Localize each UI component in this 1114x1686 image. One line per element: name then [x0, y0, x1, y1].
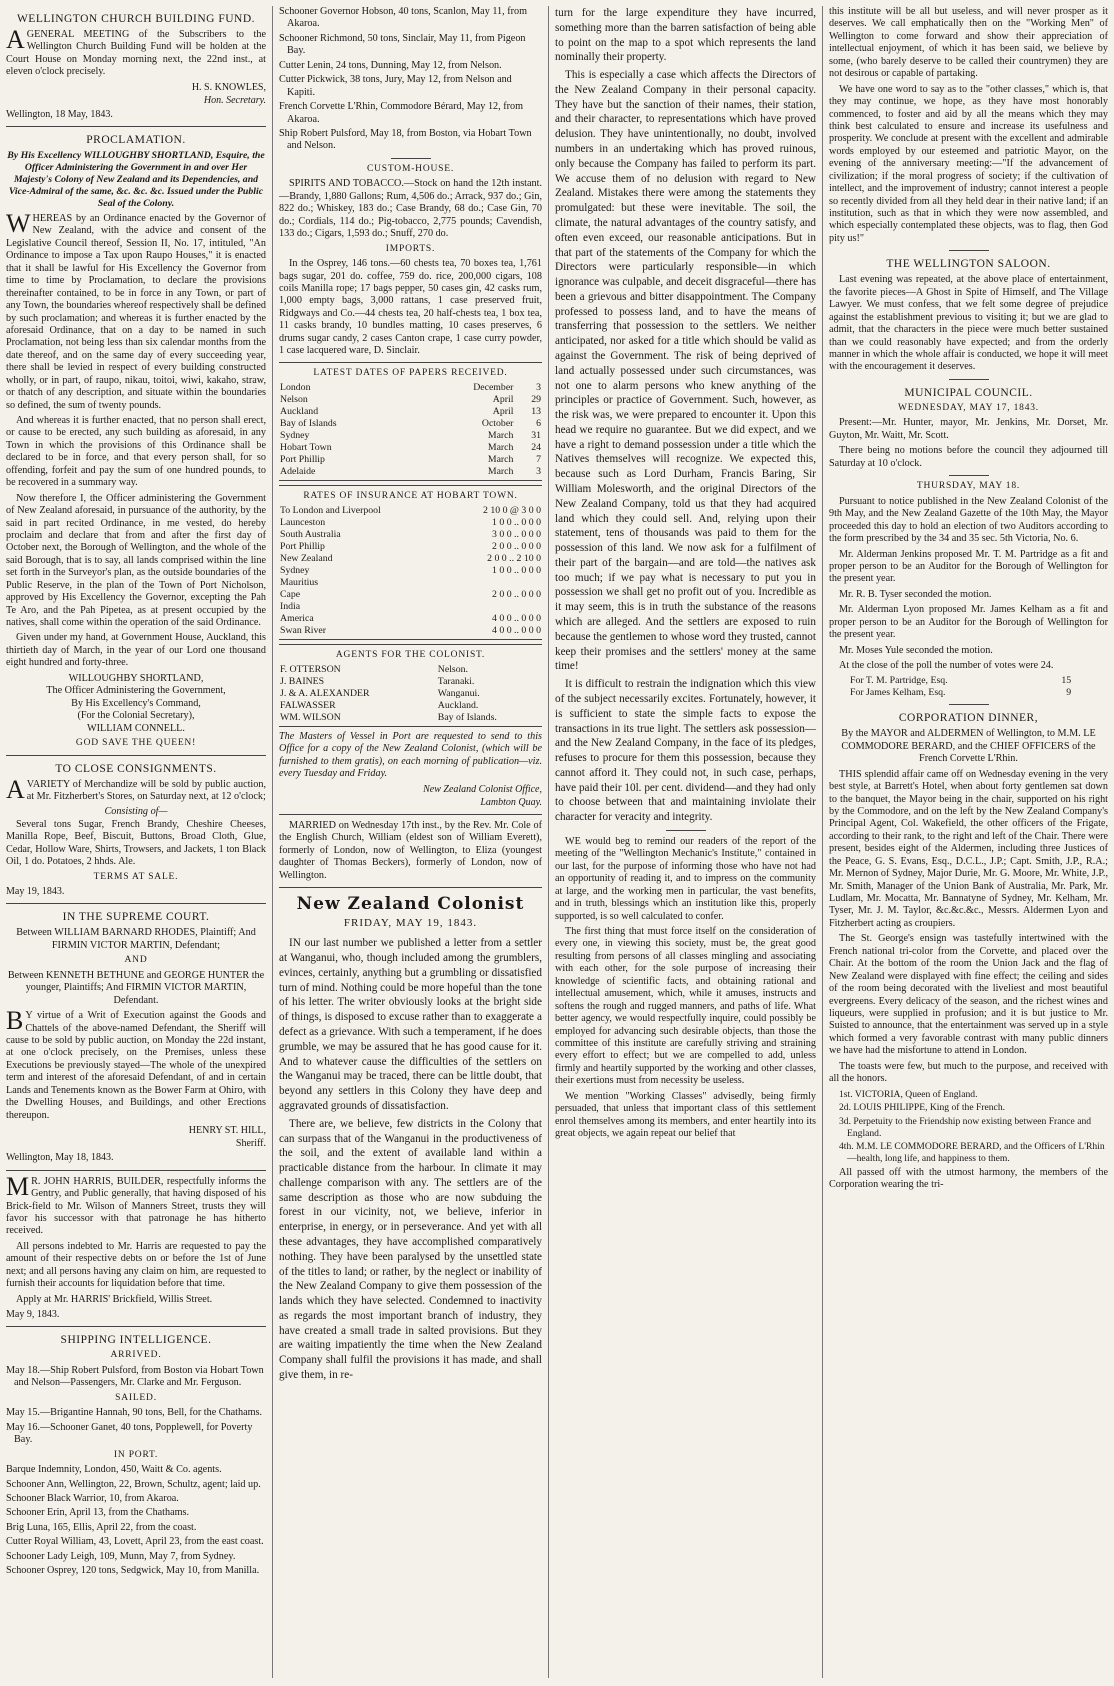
consignments-heading: TO CLOSE CONSIGNMENTS.	[55, 762, 217, 775]
divider	[666, 830, 706, 831]
agent-place-cell: Auckland.	[437, 700, 479, 712]
place-cell: Bay of Islands	[280, 418, 337, 430]
married-notice: MARRIED on Wednesday 17th inst., by the Rev. Mr. Cole of the English Church, William (eldest son of William Everett), formerly of London, now of Wellington, to Eliza (youngest daughter of Thomas Beckers), formerly of London, now of Wellington.	[279, 820, 542, 881]
shipping-entry: Cutter Lenin, 24 tons, Dunning, May 12, from Nelson.	[279, 59, 502, 71]
agents-heading: AGENTS FOR THE COLONIST.	[335, 649, 486, 660]
agent-name-cell: F. OTTERSON	[280, 664, 341, 676]
place-cell: Hobart Town	[280, 441, 332, 453]
rate-cell: 4 0 0 .. 0 0 0	[492, 624, 541, 636]
shipping-entry: Cutter Royal William, 43, Lovett, April 23, from the east coast.	[6, 1536, 264, 1548]
supreme-court-and: AND	[124, 955, 148, 966]
table-row	[279, 589, 542, 601]
dinner-heading: CORPORATION DINNER,	[898, 712, 1039, 725]
place-cell: London	[280, 382, 311, 394]
church-fund-text: AGENERAL MEETING of the Subscribers to the Wellington Church Building Fund will be holden at the Court House on Monday morning next, the 22nd inst., at eleven o'clock precisely.	[6, 25, 266, 78]
day-cell: 3	[536, 465, 541, 477]
month-cell: April	[492, 406, 514, 418]
table-row	[279, 688, 542, 700]
masters-notice: The Masters of Vessel in Port are requested to send to this Office for a copy of the New Zealand Colonist, (which will be furnished to them gratis), on each morning of publication—viz. every Tuesday and Friday.	[279, 730, 542, 780]
day-cell: 24	[531, 441, 541, 453]
latest-dates-box	[279, 362, 542, 481]
table-row	[279, 382, 542, 394]
municipal-text: Mr. R. B. Tyser seconded the motion.	[839, 588, 992, 600]
rate-cell: 1 0 0 .. 0 0 0	[492, 517, 541, 529]
church-fund-date: Wellington, 18 May, 1843.	[6, 109, 113, 121]
agent-place-cell: Nelson.	[437, 664, 468, 676]
place-cell: Auckland	[280, 406, 319, 418]
proclamation-signature: (For the Colonial Secretary),	[77, 710, 195, 722]
table-row	[279, 394, 542, 406]
column-2	[272, 6, 548, 1678]
divider	[279, 887, 542, 888]
destination-cell: Cape	[280, 588, 301, 600]
agent-place-cell: Taranaki.	[437, 676, 475, 688]
shipping-heading: SHIPPING INTELLIGENCE.	[60, 1334, 212, 1347]
mechanics-paragraph: We have one word to say as to the "other classes," which is, that they may continue, we hope, as they have most honorably commenced, to foster and aid by all the means which they may think best calculated to ensure and increase its usefulness and prosperity. We conclude at present with the excellent and admirable words employed by our esteemed and patriotic Mayor, on the evening of the anniversary meeting:—"If the advancement of civilization; if the moral progress of society; if the cultivation of intellect, and the improvement of industry; cannot interest a people so recently divided from all they held dear in their native land; if an institution, such as that in which they were now assembled, and which especially contemplated these objects, was to flag, then God pity us!"	[829, 83, 1108, 244]
municipal-text: Pursuant to notice published in the New Zealand Colonist of the 9th May, and the New Zealand Gazette of the 10th May, the Mayor proceeded this day to hold an election of two Auditors according to the form prescribed by the 34 and 35 sec. 5th Victoria, No. 6.	[829, 495, 1108, 545]
shipping-entry: Schooner Lady Leigh, 109, Munn, May 7, from Sydney.	[6, 1550, 236, 1562]
notice-signature: New Zealand Colonist Office,	[423, 783, 542, 795]
municipal-text: Mr. Alderman Lyon proposed Mr. James Kelham as a fit and proper person to be an Auditor for the Borough of Wellington for the present year.	[829, 604, 1108, 641]
shipping-entry: Schooner Erin, April 13, from the Chathams.	[6, 1507, 190, 1519]
place-cell: Adelaide	[280, 465, 316, 477]
supreme-court-date: Wellington, May 18, 1843.	[6, 1152, 114, 1164]
destination-cell: Mauritius	[280, 576, 319, 588]
month-cell: March	[487, 429, 514, 441]
proclamation-paragraph: And whereas it is further enacted, that no person shall erect, or cause to be erected, any such building as aforesaid, in any Town in which the provisions of this Ordinance shall be declared to be in force, and that every person shall, for so offending, forfeit and pay the sum of one hundred pounds, to be recovered in a summary way.	[6, 415, 266, 489]
church-fund-signature: H. S. KNOWLES,	[191, 81, 266, 93]
month-cell: April	[492, 394, 514, 406]
table-row	[279, 625, 542, 637]
rate-cell	[445, 601, 542, 613]
mechanics-paragraph: The first thing that must force itself on the consideration of every one, in viewing this society, must be, the great good resulting from persons of all classes mingling and associating with each other, for the sole purpose of increasing their knowledge of scientific facts, and obtaining rational and intellectual amusement, which, while it amuses, instructs and softens the rough and rugged manners, and paths of life. What better agency, we would respectfully inquire, could possibly be employed for advancing such desirable objects, than those the committee of this institute are carefully striving and straining every effort to effect; but we are compelled to add, unless firmly and heartily supported by the working and other classes, their exertions must from necessity be useless.	[555, 926, 816, 1087]
day-cell: 29	[531, 394, 541, 406]
place-cell: Port Phillip	[280, 453, 325, 465]
shipping-entry: French Corvette L'Rhin, Commodore Bérard, May 12, from Akaroa.	[279, 101, 524, 125]
editorial-paragraph: IN our last number we published a letter from a settler at Wanganui, who, though included among the grumblers, evinces, certainly, anything but a grumbling or dissatisfied turn of mind. Nothing could be more hopeful than the tone of his letter. The writer obviously looks at the bright side of things, is disposed to excuse rather than to exaggerate a defect as a grievance. With such a temperament, if he does grumble, we may be assured that he has good cause for it. And to whatever cause the difficulties of the settlers on the Wanganui may be traced, there can be little doubt, that beyond any settlers in this Colony they have deep and aggravated grounds of dissatisfaction.	[279, 937, 542, 1112]
harris-date: May 9, 1843.	[6, 1309, 60, 1321]
votes-table	[849, 675, 1072, 699]
column-4	[822, 6, 1114, 1678]
mechanics-paragraph: WE would beg to remind our readers of the report of the meeting of the "Wellington Mechanic's Institute," contained in our last, for the purpose of informing those who have not had an opportunity of reading it, and to impress on the community at large, and the working men in particular, the vast benefits, and in truth, blessings which an institution like this, properly supported, is so well calculated to confer.	[555, 835, 816, 922]
harris-text: Apply at Mr. HARRIS' Brickfield, Willis Street.	[16, 1293, 213, 1305]
imports-heading: IMPORTS.	[385, 243, 436, 254]
day-cell: 3	[536, 382, 541, 394]
shipping-entry: Schooner Black Warrior, 10, from Akaroa.	[6, 1493, 179, 1505]
rate-cell	[445, 577, 542, 589]
agent-name-cell: J. BAINES	[280, 676, 325, 688]
divider	[279, 814, 542, 815]
table-row	[279, 406, 542, 418]
notice-signature: Lambton Quay.	[480, 796, 542, 808]
toast-item: 2d. LOUIS PHILIPPE, King of the French.	[839, 1102, 1006, 1114]
table-row	[279, 676, 542, 688]
shipping-arrived: ARRIVED.	[110, 1350, 162, 1361]
consignments-items: Several tons Sugar, French Brandy, Cheshire Cheeses, Manilla Rope, Beef, Biscuit, Buttons, Broad Cloth, Glue, Cedar, Hollow Ware, Shirts, Trowsers, and Jackets, 1 ton Black Oil, 1 do. Potatoes, 2 hhds. Ale.	[6, 818, 266, 868]
saloon-text: Last evening was repeated, at the above place of entertainment, the favorite pieces—A Ghost in Spite of Himself, and The Village Lawyer. We must confess, that we felt some degree of prejudice against the establishment previous to visiting it; but we are glad to admit, that the characters in the piece were much better sustained than we could reasonably have expected; and from the orderly manner in which the whole affair is conducted, we hope it will meet with the encouragement it deserves.	[829, 274, 1108, 373]
shipping-entry: Ship Robert Pulsford, May 18, from Boston, via Hobart Town and Nelson.	[279, 127, 532, 152]
shipping-entry: Cutter Pickwick, 38 tons, Jury, May 12, from Nelson and Kapiti.	[279, 74, 512, 98]
mechanics-paragraph: this institute will be all but useless, and will never prosper as it deserves. We call emphatically then on the "Working Men" of Wellington to come forward and show their appreciation of intellectual enjoyment, of which it has been said, we believe by some, (who barely deserve to be called their countrymen) they are not desirous or capable of partaking.	[829, 6, 1108, 80]
latest-dates-heading: LATEST DATES OF PAPERS RECEIVED.	[313, 367, 508, 378]
editorial-paragraph: turn for the large expenditure they have incurred, something more than the barren satisfaction of being able to point on the map to a spot which represents the land nominally their property.	[555, 7, 816, 64]
supreme-court-heading: IN THE SUPREME COURT.	[62, 911, 210, 924]
table-row	[279, 565, 542, 577]
saloon-heading: THE WELLINGTON SALOON.	[886, 258, 1051, 271]
divider	[949, 379, 989, 380]
proclamation-heading: PROCLAMATION.	[86, 134, 186, 147]
municipal-text: Mr. Moses Yule seconded the motion.	[839, 644, 993, 656]
agents-box	[279, 644, 542, 727]
table-row	[279, 712, 542, 724]
shipping-entry: Schooner Governor Hobson, 40 tons, Scanlon, May 11, from Akaroa.	[279, 6, 528, 30]
sheriff-title: Sheriff.	[235, 1138, 266, 1150]
rate-cell: 1 0 0 .. 0 0 0	[492, 565, 541, 576]
dinner-text: All passed off with the utmost harmony, the members of the Corporation wearing the tri-	[829, 1166, 1108, 1191]
table-row	[279, 529, 542, 541]
destination-cell: Port Phillip	[280, 541, 325, 553]
proclamation-signature: By His Excellency's Command,	[71, 697, 201, 709]
column-3	[548, 6, 822, 1678]
agent-name-cell: FALWASSER	[280, 700, 336, 712]
imports-text: In the Osprey, 146 tons.—60 chests tea, 70 boxes tea, 1,761 bags sugar, 201 do. coffee, 759 do. rice, 200,000 cigars, 108 coils Manilla rope; 17 bags pepper, 50 cases gin, 42 casks rum, 1,000 empty bags, 3,000 rattans, 1 case preserved fruit, Ridgways and Co.—44 chests tea, 20 half-chests tea, 1 box tea, 11 casks brandy, 10 bundles matting, 10 cases preserves, 6 drums sugar candy, 2 cases Canton crape, 1 case curry powder, 1 case lacquered ware, D. Sinclair.	[279, 258, 542, 357]
agents-table	[279, 664, 542, 724]
divider	[6, 903, 266, 904]
day-cell: 7	[536, 453, 541, 465]
toasts-list	[839, 1089, 1108, 1165]
destination-cell: Launceston	[280, 517, 326, 529]
shipping-entry: Barque Indemnity, London, 450, Waitt & Co. agents.	[6, 1464, 222, 1476]
consignments-terms: TERMS AT SALE.	[93, 871, 179, 882]
proclamation-paragraph: WHEREAS by an Ordinance enacted by the Governor of New Zealand, with the advice and consent of the Legislative Council thereof, Session II, No. 17, intituled, "An Ordinance to impose a Tax upon Raupo Houses," it is enacted that it shall be lawful for His Excellency the Governor from time to time by Proclamation, to declare the provisions thereinafter contained, to be in force in any Town, or part of any Town, the boundaries whereof respectively shall be defined by such proclamation; and whereas it is further enacted by the aforesaid Ordinance, that on a day to be named in such Proclamation, not being less than six calendar months from the date thereof, and on the same day of every succeeding year, there shall be levied in respect of every building constructed wholly, or in part, of raupo, nikau, toitoi, wiwi, kakaho, straw, or thatch of any description, and situate within the boundaries so defined, the sum of twenty pounds.	[6, 209, 266, 411]
month-cell: December	[473, 382, 514, 394]
rate-cell: 2 0 0 .. 0 0 0	[492, 541, 541, 553]
agent-name-cell: WM. WILSON	[280, 711, 341, 723]
supreme-court-parties: Between WILLIAM BARNARD RHODES, Plaintiff; And FIRMIN VICTOR MARTIN, Defendant;	[16, 927, 256, 951]
rate-cell: 3 0 0 .. 0 0 0	[492, 529, 541, 541]
table-row	[279, 505, 542, 517]
vote-count: 15	[1061, 675, 1072, 687]
vote-name: For James Kelham, Esq.	[850, 687, 946, 699]
destination-cell: Swan River	[280, 624, 326, 636]
day-cell: 31	[531, 429, 541, 441]
supreme-court-text: BY virtue of a Writ of Execution against the Goods and Chattels of the above-named Defendant, the Sheriff will cause to be sold by public auction, on Monday the 22d instant, at one o'clock precisely, on the Premises, unless these Executions be previously stayed—The whole of the unexpired term and interest of the aforesaid Defendant, of and in certain Lands and Tenements known as the Bower Farm at Ohiro, with the Dwelling Houses, and Buildings, and other Erections thereupon.	[6, 1006, 266, 1121]
harris-text: All persons indebted to Mr. Harris are requested to pay the amount of their respective debts on or before the 1st of June next; and all persons having any claim on him, are requested to furnish their accounts for liquidation before that time.	[6, 1240, 266, 1290]
vote-name: For T. M. Partridge, Esq.	[850, 675, 948, 687]
toast-item: 4th. M.M. LE COMMODORE BERARD, and the Officers of L'Rhin—health, long life, and happiness to them.	[839, 1141, 1105, 1165]
table-row	[279, 613, 542, 625]
proclamation-signature: WILLOUGHBY SHORTLAND,	[68, 672, 204, 684]
mechanics-paragraph: We mention "Working Classes" advisedly, being firmly persuaded, that unless that important class of this settlement enrol themselves among its members, and enter heartily into its great objects, we again repeat our belief that	[555, 1090, 816, 1140]
table-row	[279, 454, 542, 466]
divider	[6, 755, 266, 756]
dateline: FRIDAY, MAY 19, 1843.	[343, 916, 478, 929]
rate-cell: 2 0 0 .. 0 0 0	[492, 588, 541, 600]
table-row	[279, 442, 542, 454]
destination-cell: India	[280, 600, 301, 612]
month-cell: March	[487, 453, 514, 465]
day-cell: 6	[536, 418, 541, 430]
table-row	[279, 418, 542, 430]
editorial-paragraph: This is especially a case which affects the Directors of the New Zealand Company in their personal capacity. They have but the sanction of their names, their station, and their character, to representations which have proved delusion. They have unintentionally, no doubt, involved numbers in an undertaking which has proved ruinous, only because the Company has failed to perform its part. We accuse them of no delusion with regard to New Zealand. Mistakes there were among the statements they promulgated: but these were inevitable. The soil, the climate, the natural advantages of the country satisfy, and often even exceed, our reasonable anticipations. But in that part of the statements of the Company for which the Directors were particularly responsible—in which ignorance was culpable, and deceit disgraceful—there has been a grievous and bitter disappointment. The Company professed to possess land, and to have the means of transferring that possession to the settlers. We neither anticipated, nor asked for a title which should be valid as against the Government. The risk of being deprived of land actually possessed under such circumstances, was not one to alarm persons who knew anything of the principles or practice of Government. Such, however, as the risk was, we were prepared to encounter it. Upon this head we require no guarantee. But we did expect, and we have a right to demand possession under a title which the Natives themselves will recognize. We expected this, because such as Lord Durham, Francis Baring, Sir William Molesworth, and the original Directors of the New Zealand Company, told us that they had acquired land which they could sell. And, relying upon their statement, tens of thousands was paid to them for the possession of this land. We now ask for a fulfilment of their part of the bargain—and are told—the natives ask too much; if we pay what is necessary to put you in possession we shall get no profit out of you. Incredible as it may seem, this is in truth the substance of the reasons which are alleged. And the settlers are exposed to ruin because the gentlemen to whose word they trusted, cannot keep their promises and the settlers' money at the same time!	[555, 69, 816, 673]
latest-dates-table	[279, 382, 542, 478]
divider	[6, 126, 266, 127]
shipping-entry: Schooner Richmond, 50 tons, Sinclair, May 11, from Pigeon Bay.	[279, 32, 526, 57]
table-row	[279, 466, 542, 478]
shipping-entry: May 18.—Ship Robert Pulsford, from Boston via Hobart Town and Nelson—Passengers, Mr. Clarke and Mr. Ferguson.	[6, 1364, 264, 1389]
municipal-text: Present:—Mr. Hunter, mayor, Mr. Jenkins, Mr. Dorset, Mr. Guyton, Mr. Waitt, Mr. Scott.	[829, 417, 1108, 441]
divider	[949, 704, 989, 705]
consignments-consisting: Consisting of—	[104, 806, 168, 818]
masthead: New Zealand Colonist	[296, 894, 525, 915]
editorial-paragraph: It is difficult to restrain the indignation which this view of the subject necessarily excites. Fortunately, however, it is sufficient to state the simple facts to expose the transactions in its true light. The settlers ask possession—and the New Zealand Company, in the face of its pledges, refuses to procure for them this possession, because they cannot afford it. They could not, in such case, perhaps, have paid their 10l. per cent. dividend—and they had only to choose between that and maintaining inviolate their character for veracity and integrity.	[555, 678, 816, 824]
dinner-text: The toasts were few, but much to the purpose, and received with all the honors.	[829, 1060, 1108, 1085]
destination-cell: New Zealand	[280, 553, 333, 565]
shipping-sailed: SAILED.	[115, 1392, 157, 1403]
proclamation-signature: The Officer Administering the Government,	[46, 685, 226, 697]
municipal-text: There being no motions before the council they adjourned till Saturday at 10 o'clock.	[829, 445, 1108, 469]
agent-place-cell: Bay of Islands.	[437, 711, 497, 723]
editorial-paragraph: There are, we believe, few districts in the Colony that can surpass that of the Wanganui in the productiveness of the soil, and the extent of available land within a practicable distance from the harbour. In climate it may challenge comparison with any. The settlers are of the same description as those who are now subduing the forest in our vicinity, not, we believe, inferior in enterprise, in energy, or in perseverance. And yet with all these advantages, they have accomplished comparatively nothing. They have been paralysed by the unsettled state of the titles to land; or rather, by the neglect or inability of the New Zealand Company to give them possession of the lands which they have selected. Condemned to inactivity as regards the most important branch of industry, they have created a small trade in salted provisions. But they are waiting impatiently the time when the New Zealand Company shall fulfil the provisions it has made, and shall give them, in re-	[279, 1117, 542, 1381]
divider	[949, 250, 989, 251]
municipal-heading: MUNICIPAL COUNCIL.	[904, 386, 1033, 399]
divider	[391, 158, 431, 159]
insurance-table	[279, 505, 542, 636]
municipal-text: At the close of the poll the number of votes were 24.	[839, 660, 1054, 671]
table-row	[279, 577, 542, 589]
place-cell: Nelson	[280, 394, 308, 406]
column-1	[0, 6, 272, 1678]
toast-item: 3d. Perpetuity to the Friendship now existing between France and England.	[839, 1115, 1092, 1139]
dinner-text: The St. George's ensign was tastefully intertwined with the French national tri-color from the Corvette, and placed over the Chair. At the bottom of the room the Union Jack and the flag of New Zealand were displayed with fine effect; the ceiling and sides of the room being decorated with the liveliest and most beautiful evergreens. Every delicacy of the season, and the richest wines and liqueurs, were supplied in profusion; and it is but justice to Mr. Suisted to announce, that the entertainment was served up in a style which formed a very favorable contrast with many public dinners we have had the misfortune to attend in London.	[829, 933, 1108, 1057]
shipping-entry: Schooner Ann, Wellington, 22, Brown, Schultz, agent; laid up.	[6, 1478, 261, 1490]
divider	[949, 475, 989, 476]
insurance-box	[279, 485, 542, 640]
destination-cell: South Australia	[280, 529, 341, 541]
table-row	[279, 517, 542, 529]
municipal-date: WEDNESDAY, MAY 17, 1843.	[898, 402, 1039, 413]
municipal-text: Mr. Alderman Jenkins proposed Mr. T. M. Partridge as a fit and proper person to be an Auditor for the Borough of Wellington for the present year.	[829, 548, 1108, 585]
supreme-court-parties: Between KENNETH BETHUNE and GEORGE HUNTER the younger, Plaintiffs; And FIRMIN VICTOR MARTIN, Defendant.	[7, 969, 265, 1006]
month-cell: March	[487, 465, 514, 477]
shipping-entry: Brig Luna, 165, Ellis, April 22, from the coast.	[6, 1521, 197, 1533]
dinner-text: THIS splendid affair came off on Wednesday evening in the very best style, at Barrett's Hotel, when about forty gentlemen sat down to the banquet, the Mayor being in the chair, supported on his right by the Commodore, and on the left by the New Zealand Company's Principal Agent, Col. Wakefield, the other officers of the Frigate, according to their rank, to the right and left of the Chair. There were present, besides eight of the Aldermen, including three Justices of the Peace, G. S. Evans, Esq., D.C.L., J.P.; Capt. Smith, J.P., R.A.; Mr. Mernon of Sydney, Major Durie, Mr. G. Moore, Mr. White, J.P., Mr. Smith, Manager of the Union Bank of Australia, Mr. Park, Mr. Ludlam, Mr. Mocatta, Mr. Bannatyne of Sydney, Mr. Kelham, Mr. Tyser, Mr. J. M. Taylor, &c.&c.&c., Messrs. Aldermen Lyon and Fitzherbert acting as croupiers.	[829, 768, 1108, 929]
agent-place-cell: Wanganui.	[437, 688, 480, 700]
divider	[6, 1326, 266, 1327]
table-row	[279, 664, 542, 676]
table-row	[279, 553, 542, 565]
month-cell: October	[481, 418, 514, 430]
insurance-heading: RATES OF INSURANCE AT HOBART TOWN.	[303, 490, 518, 501]
church-fund-signature-title: Hon. Secretary.	[203, 94, 266, 106]
rate-cell: 2 0 0 .. 2 10 0	[487, 553, 541, 565]
rate-cell: 2 10 0 @ 3 0 0	[482, 505, 541, 517]
shipping-entry: Schooner Osprey, 120 tons, Sedgwick, May 10, from Manilla.	[6, 1565, 260, 1577]
god-save-queen: GOD SAVE THE QUEEN!	[75, 737, 197, 748]
proclamation-signature: WILLIAM CONNELL.	[87, 722, 185, 734]
table-row	[279, 601, 542, 613]
sheriff-signature: HENRY ST. HILL,	[188, 1125, 266, 1137]
destination-cell: To London and Liverpool	[280, 505, 381, 517]
consignments-date: May 19, 1843.	[6, 886, 65, 898]
consignments-text: AVARIETY of Merchandize will be sold by public auction, at Mr. Fitzherbert's Stores, on Saturday next, at 12 o'clock;	[6, 774, 266, 804]
table-row	[279, 430, 542, 442]
municipal-date: THURSDAY, MAY 18.	[916, 481, 1021, 492]
dinner-subheading: By the MAYOR and ALDERMEN of Wellington, to M.M. LE COMMODORE BERARD, and the CHIEF OFFICERS of the French Corvette L'Rhin.	[841, 728, 1096, 765]
agent-name-cell: J. & A. ALEXANDER	[280, 688, 370, 700]
place-cell: Sydney	[280, 429, 310, 441]
destination-cell: Sydney	[280, 565, 310, 576]
shipping-in-port: IN PORT.	[113, 1449, 159, 1460]
divider	[6, 1170, 266, 1171]
day-cell: 13	[531, 406, 541, 418]
proclamation-paragraph: Given under my hand, at Government House, Auckland, this thirtieth day of March, in the year of our Lord one thousand eight hundred and forty-three.	[6, 632, 266, 669]
vote-count: 9	[1066, 687, 1072, 699]
table-row	[279, 700, 542, 712]
destination-cell: America	[280, 612, 314, 624]
custom-house-heading: CUSTOM-HOUSE.	[366, 163, 455, 174]
rate-cell: 4 0 0 .. 0 0 0	[492, 612, 541, 624]
harris-text: MR. JOHN HARRIS, BUILDER, respectfully informs the Gentry, and Public generally, that having disposed of his Brick-field to Mr. Wilson of Manners Street, trusts they will favor his successor with that patronage he has hitherto received.	[6, 1171, 266, 1237]
month-cell: March	[487, 441, 514, 453]
proclamation-paragraph: Now therefore I, the Officer administering the Government of New Zealand aforesaid, in pursuance of the authority, by the said in part recited Ordinance, in me vested, do hereby proclaim and declare that from and after the first day of October next, the Borough of Wellington, and the whole of the said Borough, that is to say, all lands comprised within the line set forth in the Surveyor's plan, as the outside boundaries of the Public Reserve, in the plan of the Town of Port Nicholson, approved by His Excellency the Governor, excepting the Pah Te Aro, and the Pah Pipetea, as at present occupied by the natives, shall come within the operation of the said Ordinance.	[6, 492, 266, 629]
church-fund-heading: WELLINGTON CHURCH BUILDING FUND.	[16, 13, 256, 25]
shipping-entry: May 16.—Schooner Ganet, 40 tons, Popplewell, for Poverty Bay.	[6, 1421, 253, 1446]
toast-item: 1st. VICTORIA, Queen of England.	[839, 1088, 978, 1100]
shipping-entry: May 15.—Brigantine Hannah, 90 tons, Bell, for the Chathams.	[6, 1407, 263, 1419]
custom-house-stock: SPIRITS AND TOBACCO.—Stock on hand the 12th instant.—Brandy, 1,880 Gallons; Rum, 4,506 do.; Arrack, 937 do.; Gin, 822 do.; Whiskey, 183 do.; Case Brandy, 68 do.; Case Gin, 70 do.; Cordials, 114 do.; Pig-tobacco, 2,775 pounds; Cavendish, 133 do.; Cigars, 1,593 do.; Snuff, 270 do.	[279, 178, 542, 240]
table-row	[279, 541, 542, 553]
proclamation-by: By His Excellency WILLOUGHBY SHORTLAND, Esquire, the Officer Administering the Government in and over Her Majesty's Colony of New Zealand and its Dependencies, and Vice-Admiral of the same, &c. &c. &c. Issued under the Public Seal of the Colony.	[7, 150, 265, 210]
